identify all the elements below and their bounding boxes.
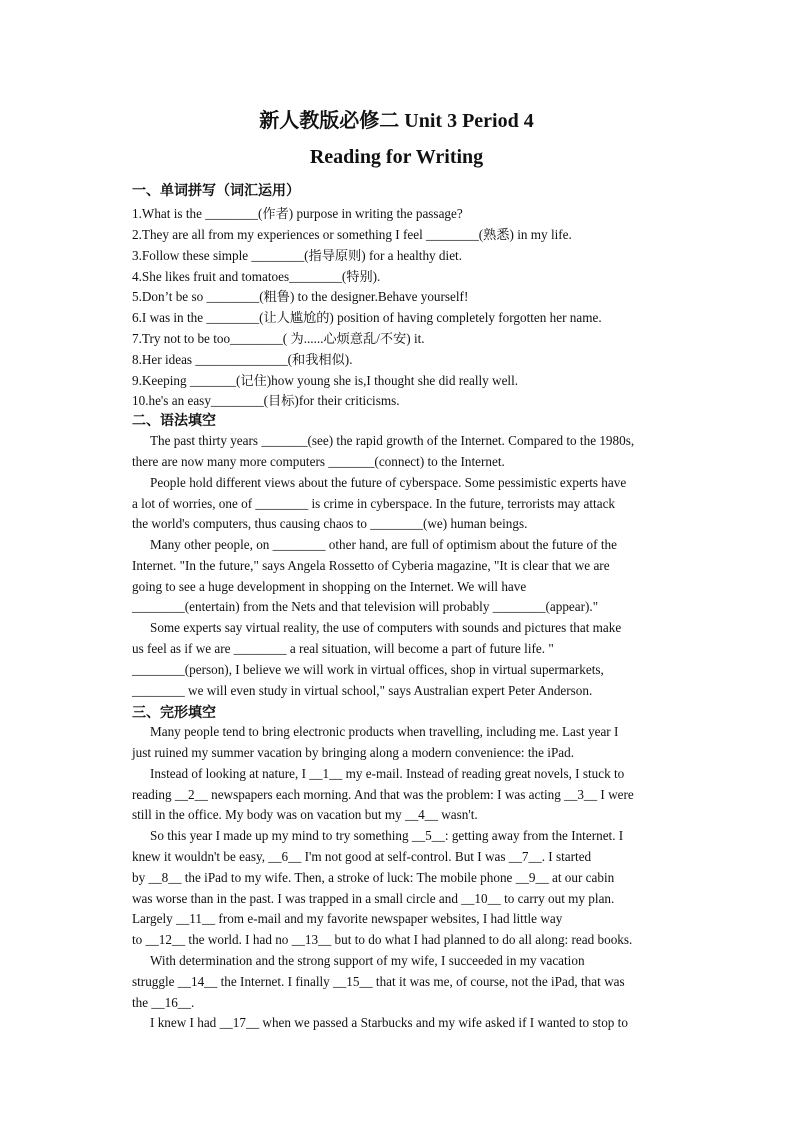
grammar-line: Some experts say virtual reality, the use of computers with sounds and pictures that make	[150, 620, 622, 635]
grammar-line: Many other people, on ________ other hand, are full of optimism about the future of the	[150, 537, 617, 552]
cloze-line: Largely __11__ from e-mail and my favorite newspaper websites, I had little way	[132, 911, 563, 926]
cloze-line: Many people tend to bring electronic products when travelling, including me. Last year I	[150, 724, 619, 739]
vocab-item: 8.Her ideas ______________(和我相似).	[132, 352, 353, 367]
section1-heading: 一、单词拼写（词汇运用）	[132, 183, 300, 199]
grammar-line: Internet. "In the future," says Angela Rossetto of Cyberia magazine, "It is clear that we are	[132, 558, 610, 573]
cloze-line: knew it wouldn't be easy, __6__ I'm not good at self-control. But I was __7__. I started	[132, 849, 592, 864]
grammar-line: The past thirty years _______(see) the rapid growth of the Internet. Compared to the 1980s,	[150, 433, 635, 448]
grammar-line: there are now many more computers _______(connect) to the Internet.	[132, 454, 505, 469]
cloze-line: was worse than in the past. I was trapped in a small circle and __10__ to carry out my plan.	[132, 891, 615, 906]
section3-heading: 三、完形填空	[132, 705, 216, 721]
vocab-item: 4.She likes fruit and tomatoes________(特别).	[132, 269, 381, 284]
cloze-line: With determination and the strong support of my wife, I succeeded in my vacation	[150, 953, 585, 968]
cloze-line: by __8__ the iPad to my wife. Then, a stroke of luck: The mobile phone __9__ at our cabin	[132, 870, 615, 885]
page-subtitle: Reading for Writing	[309, 146, 484, 168]
cloze-line: reading __2__ newspapers each morning. And that was the problem: I was acting __3__ I were	[132, 787, 634, 802]
grammar-line: People hold different views about the future of cyberspace. Some pessimistic experts have	[150, 475, 627, 490]
grammar-line: us feel as if we are ________ a real situation, will become a part of future life. "	[132, 641, 554, 656]
grammar-line: a lot of worries, one of ________ is crime in cyberspace. In the future, terrorists may attack	[132, 496, 616, 511]
cloze-line: So this year I made up my mind to try something __5__: getting away from the Internet. I	[150, 828, 624, 843]
grammar-line: the world's computers, thus causing chaos to ________(we) human beings.	[132, 516, 528, 531]
vocab-item: 7.Try not to be too________( 为......心烦意乱/不安) it.	[132, 331, 425, 346]
cloze-line: just ruined my summer vacation by bringing along a modern convenience: the iPad.	[132, 745, 575, 760]
vocab-item: 5.Don’t be so ________(粗鲁) to the designer.Behave yourself!	[132, 289, 469, 304]
cloze-line: struggle __14__ the Internet. I finally __15__ that it was me, of course, not the iPad, that was	[132, 974, 625, 989]
vocab-item: 2.They are all from my experiences or something I feel ________(熟悉) in my life.	[132, 227, 572, 242]
cloze-line: Instead of looking at nature, I __1__ my e-mail. Instead of reading great novels, I stuck to	[150, 766, 625, 781]
page-title: 新人教版必修二 Unit 3 Period 4	[259, 110, 534, 132]
cloze-line: I knew I had __17__ when we passed a Starbucks and my wife asked if I wanted to stop to	[150, 1015, 628, 1030]
grammar-line: ________(person), I believe we will work in virtual offices, shop in virtual supermarkets,	[132, 662, 604, 677]
cloze-line: the __16__.	[132, 995, 195, 1010]
grammar-line: ________(entertain) from the Nets and that television will probably ________(appear)."	[132, 599, 599, 614]
vocab-item: 3.Follow these simple ________(指导原则) for a healthy diet.	[132, 248, 463, 263]
section2-heading: 二、语法填空	[132, 413, 216, 429]
vocab-item: 9.Keeping _______(记住)how young she is,I thought she did really well.	[132, 373, 519, 388]
vocab-item: 1.What is the ________(作者) purpose in writing the passage?	[132, 206, 463, 221]
grammar-line: going to see a huge development in shopping on the Internet. We will have	[132, 579, 527, 594]
cloze-line: to __12__ the world. I had no __13__ but to do what I had planned to do all along: read books.	[132, 932, 633, 947]
vocab-item: 6.I was in the ________(让人尴尬的) position of having completely forgotten her name.	[132, 310, 602, 325]
vocab-item: 10.he's an easy________(目标)for their criticisms.	[132, 393, 400, 408]
grammar-line: ________ we will even study in virtual school," says Australian expert Peter Anderson.	[132, 683, 593, 698]
cloze-line: still in the office. My body was on vacation but my __4__ wasn't.	[132, 807, 478, 822]
